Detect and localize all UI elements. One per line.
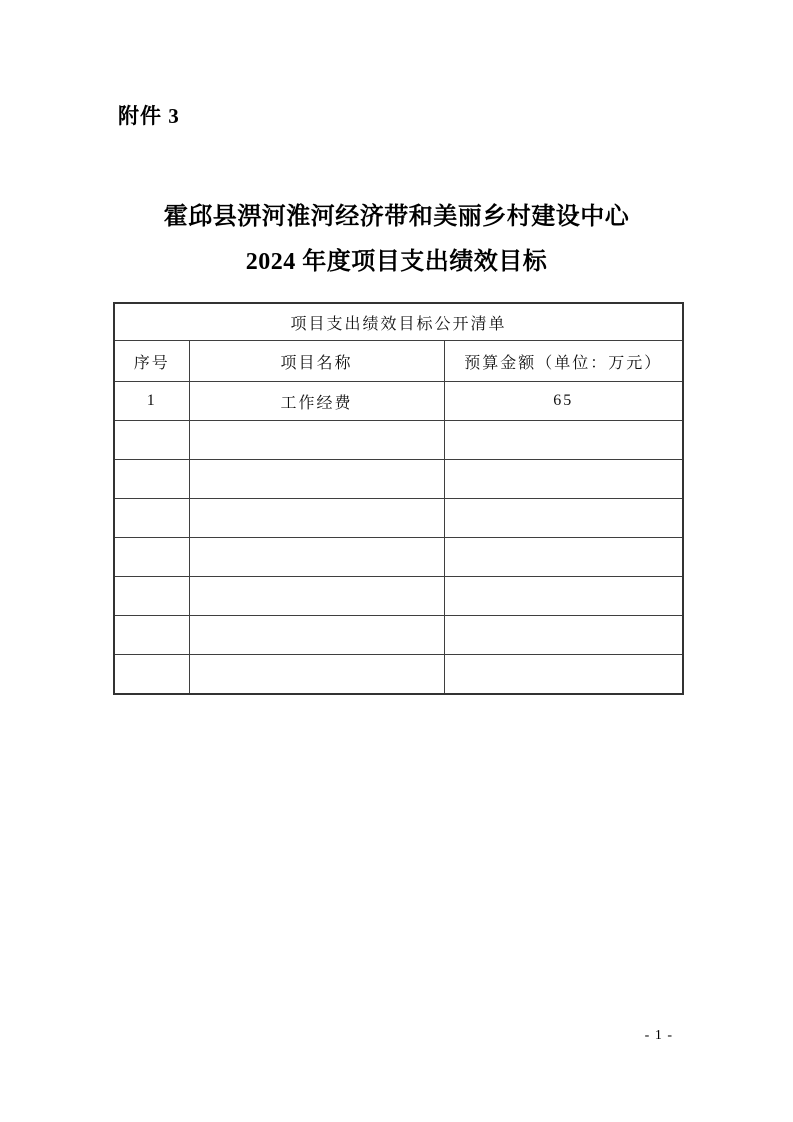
empty-cell <box>444 616 683 655</box>
empty-cell <box>114 421 189 460</box>
empty-cell <box>114 499 189 538</box>
empty-cell <box>444 499 683 538</box>
empty-cell <box>189 655 444 695</box>
empty-cell <box>189 577 444 616</box>
table-caption-row <box>114 303 683 341</box>
column-header-index: 序号 <box>114 341 189 382</box>
table-row <box>114 382 683 421</box>
cell-project-name: 工作经费 <box>189 382 444 421</box>
table-row-empty <box>114 421 683 460</box>
table-row-empty <box>114 499 683 538</box>
table-row-empty <box>114 616 683 655</box>
performance-target-table <box>113 302 684 695</box>
empty-cell <box>189 538 444 577</box>
attachment-label: 附件 3 <box>118 104 180 128</box>
empty-cell <box>444 655 683 695</box>
table-header-row <box>114 341 683 382</box>
empty-cell <box>114 616 189 655</box>
empty-cell <box>189 499 444 538</box>
column-header-project-name: 项目名称 <box>189 341 444 382</box>
cell-index: 1 <box>114 382 189 421</box>
document-title-line-2: 2024 年度项目支出绩效目标 <box>245 249 548 275</box>
empty-cell <box>114 655 189 695</box>
empty-cell <box>114 577 189 616</box>
table-row-empty <box>114 577 683 616</box>
empty-cell <box>189 460 444 499</box>
table-row-empty <box>114 538 683 577</box>
empty-cell <box>189 421 444 460</box>
table-row-empty <box>114 655 683 695</box>
empty-cell <box>189 616 444 655</box>
empty-cell <box>444 538 683 577</box>
table-caption: 项目支出绩效目标公开清单 <box>114 303 683 341</box>
empty-cell <box>114 460 189 499</box>
page-number: - 1 - <box>644 1028 673 1043</box>
document-title-line-1: 霍邱县淠河淮河经济带和美丽乡村建设中心 <box>163 204 630 230</box>
empty-cell <box>444 460 683 499</box>
empty-cell <box>444 421 683 460</box>
cell-budget-amount: 65 <box>444 382 683 421</box>
table-row-empty <box>114 460 683 499</box>
empty-cell <box>444 577 683 616</box>
empty-cell <box>114 538 189 577</box>
column-header-budget-amount: 预算金额（单位：万元） <box>444 341 683 382</box>
